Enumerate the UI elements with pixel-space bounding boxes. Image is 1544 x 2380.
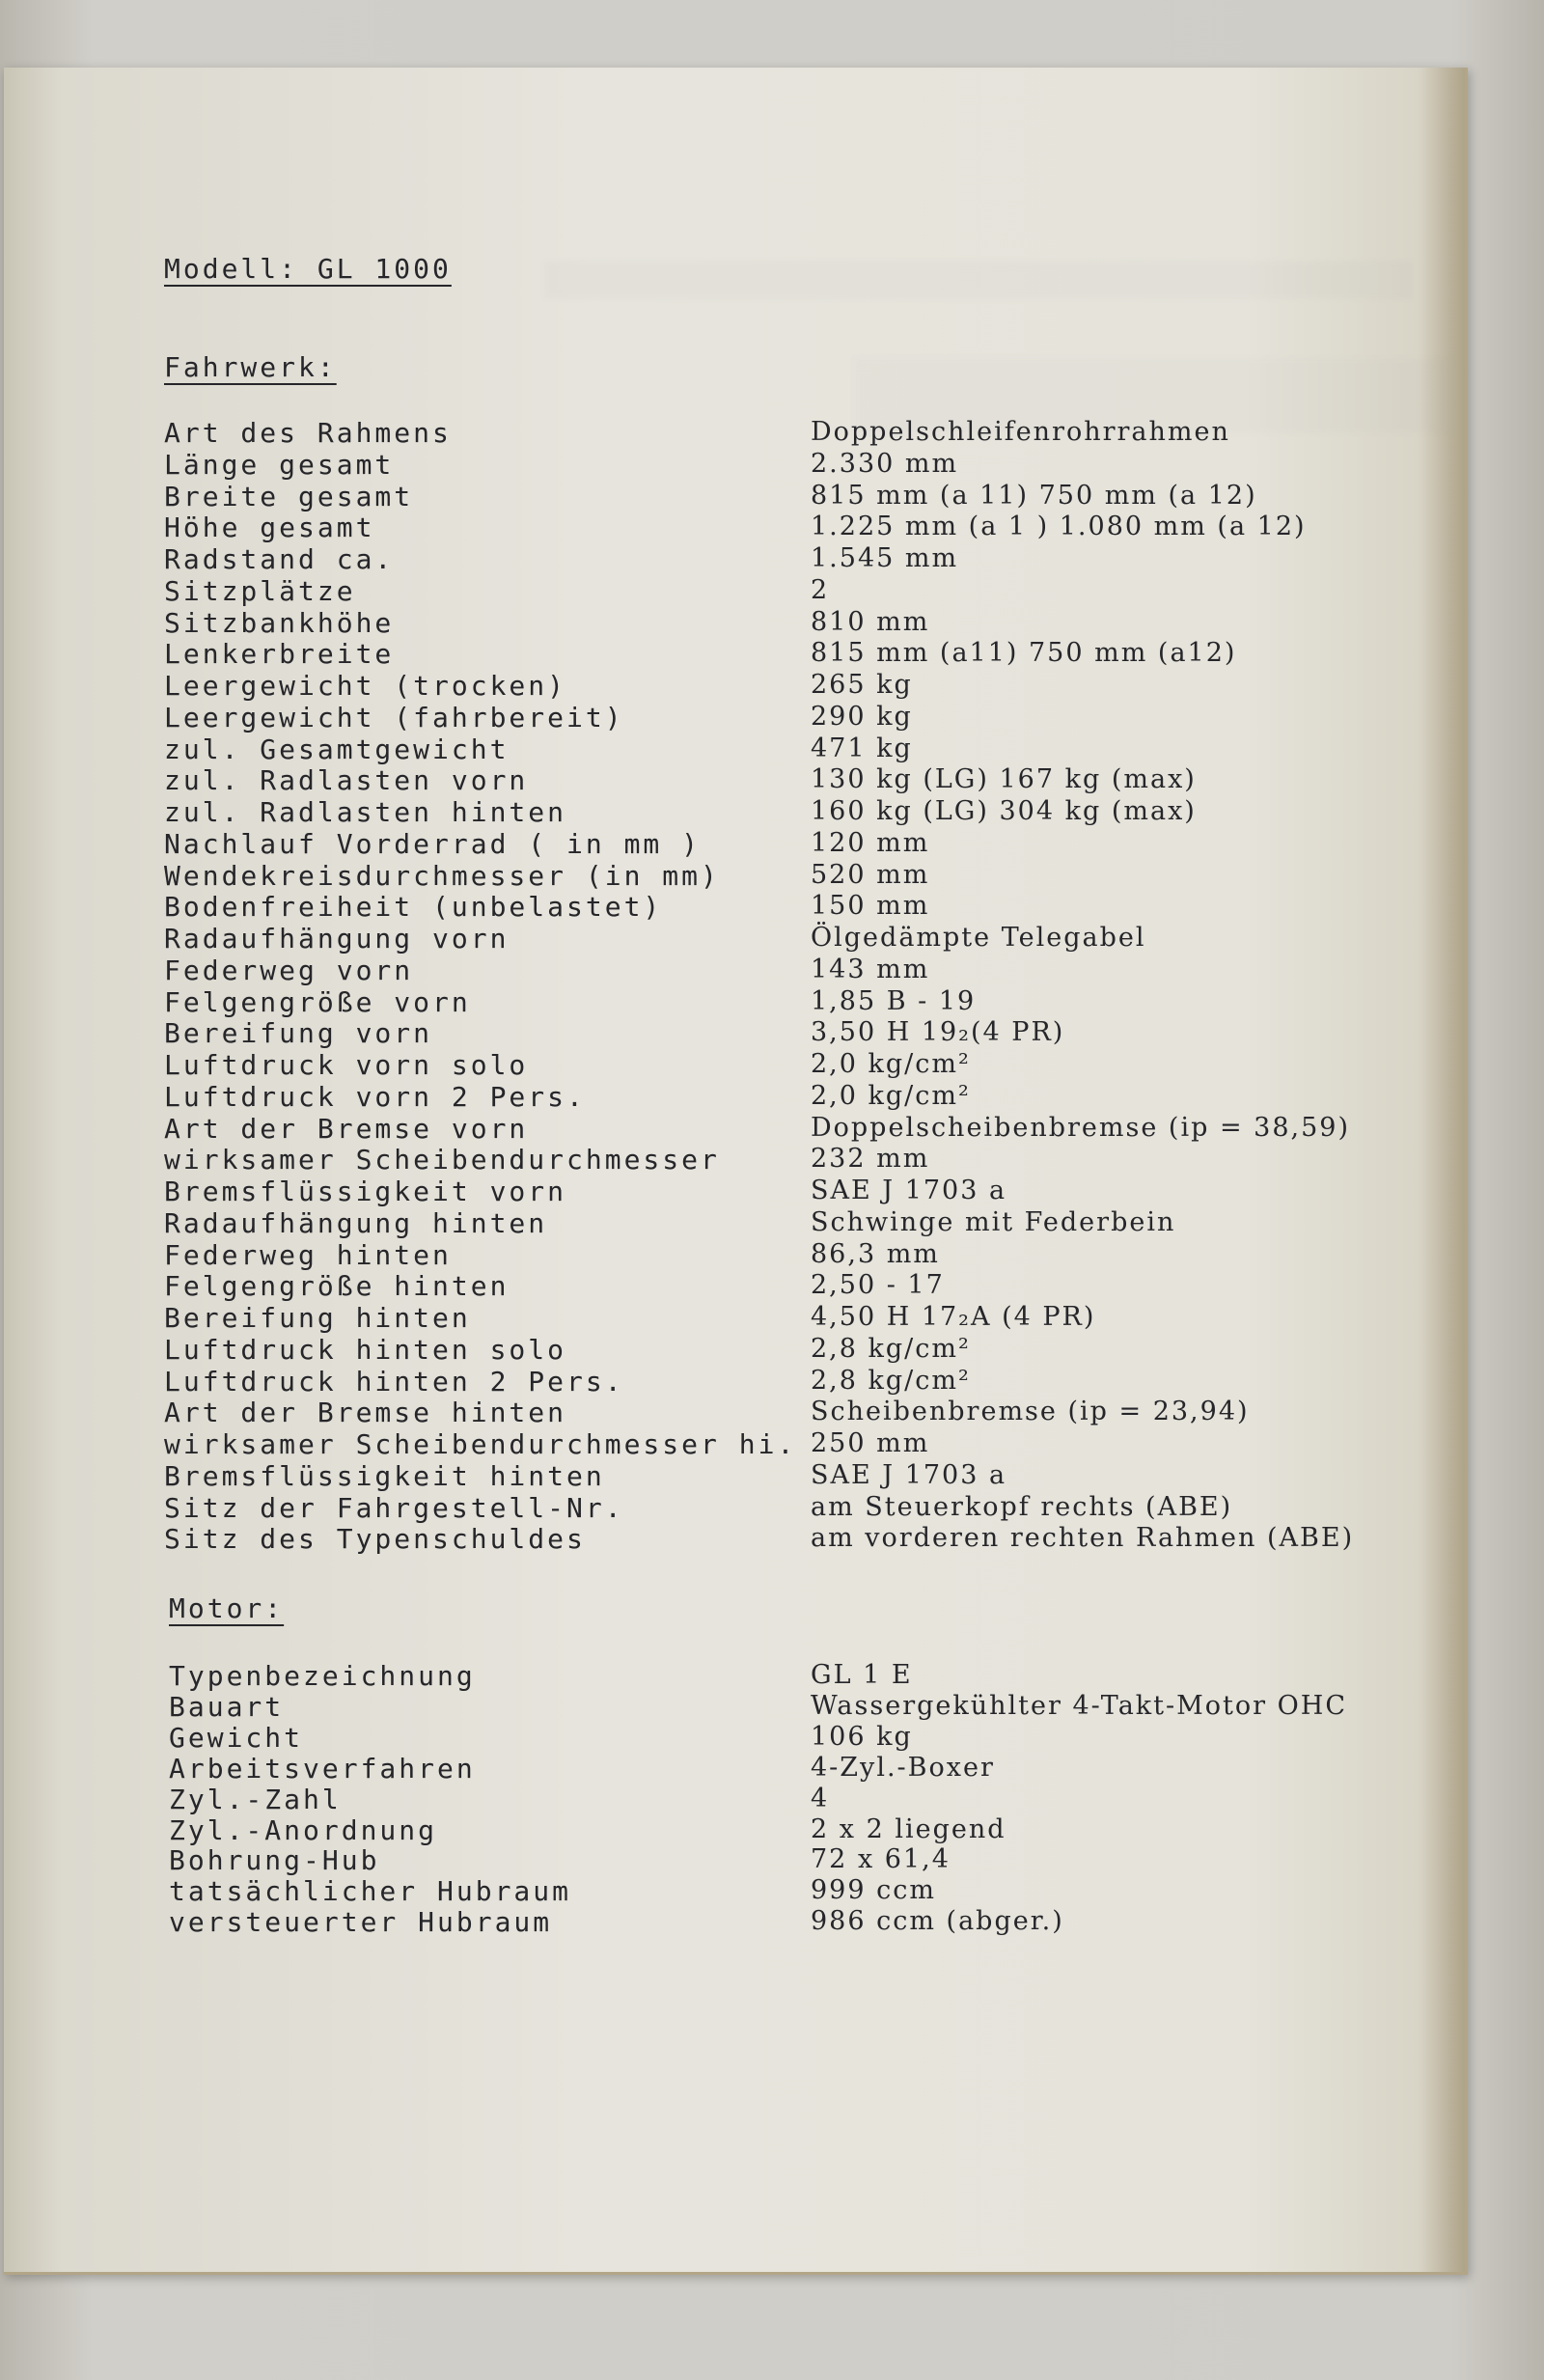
- spec-value: SAE J 1703 a: [811, 1176, 1007, 1205]
- spec-label: versteuerter Hubraum: [169, 1906, 553, 1939]
- spec-value: SAE J 1703 a: [811, 1459, 1007, 1490]
- spec-value: 250 mm: [811, 1428, 930, 1458]
- spec-value: 3,50 H 19₂(4 PR): [811, 1017, 1065, 1048]
- spec-value: 120 mm: [811, 827, 930, 858]
- spec-value: 2,8 kg/cm²: [811, 1333, 971, 1364]
- spec-label: Breite gesamt: [164, 480, 414, 512]
- spec-value: 4,50 H 17₂A (4 PR): [811, 1302, 1096, 1332]
- spec-label: Leergewicht (fahrbereit): [164, 701, 624, 733]
- spec-label: Luftdruck hinten solo: [164, 1333, 567, 1366]
- spec-value: 471 kg: [811, 733, 913, 763]
- page-title: Modell: GL 1000: [164, 253, 452, 285]
- spec-label: Typenbezeichnung: [169, 1660, 476, 1692]
- spec-value: 2 x 2 liegend: [811, 1813, 1006, 1844]
- spec-label: Höhe gesamt: [164, 512, 375, 544]
- spec-value: 232 mm: [811, 1144, 930, 1175]
- spec-label: Sitz der Fahrgestell-Nr.: [164, 1491, 624, 1524]
- spec-label: Felgengröße hinten: [164, 1270, 510, 1303]
- spec-label: Bereifung hinten: [164, 1302, 471, 1334]
- spec-value: 2,8 kg/cm²: [811, 1365, 971, 1396]
- spec-value: 130 kg (LG) 167 kg (max): [811, 764, 1197, 795]
- spec-label: Bremsflüssigkeit vorn: [164, 1176, 567, 1207]
- spec-value: 143 mm: [811, 954, 930, 984]
- spec-value: 2.330 mm: [811, 448, 959, 479]
- spec-value: GL 1 E: [811, 1660, 913, 1690]
- spec-label: Sitz des Typenschuldes: [164, 1523, 586, 1556]
- spec-label: Radstand ca.: [164, 543, 395, 575]
- spec-label: Bereifung vorn: [164, 1017, 433, 1050]
- spec-value: Schwinge mit Federbein: [811, 1206, 1176, 1237]
- section-heading-fahrwerk: Fahrwerk:: [164, 351, 337, 383]
- spec-label: Sitzplätze: [164, 574, 356, 607]
- spec-value: 2,0 kg/cm²: [811, 1080, 971, 1111]
- spec-label: Radaufhängung hinten: [164, 1206, 548, 1239]
- spec-value: 86,3 mm: [811, 1238, 940, 1269]
- spec-value: 810 mm: [811, 606, 930, 637]
- spec-label: Bohrung-Hub: [169, 1844, 380, 1877]
- spec-value: 4: [811, 1783, 830, 1813]
- spec-value: 4-Zyl.-Boxer: [811, 1752, 995, 1783]
- spec-value: 72 x 61,4: [811, 1844, 951, 1875]
- spec-label: Bremsflüssigkeit hinten: [164, 1459, 605, 1492]
- spec-label: Art der Bremse vorn: [164, 1112, 529, 1145]
- spec-label: Arbeitsverfahren: [169, 1752, 476, 1785]
- show-through-shadow: [544, 261, 1413, 299]
- spec-value: Scheibenbremse (ip = 23,94): [811, 1397, 1250, 1427]
- spec-label: zul. Radlasten vorn: [164, 764, 529, 797]
- spec-label: zul. Gesamtgewicht: [164, 733, 510, 765]
- spec-value: 1.545 mm: [811, 543, 959, 573]
- spec-label: wirksamer Scheibendurchmesser: [164, 1144, 720, 1176]
- spec-value: 520 mm: [811, 859, 930, 890]
- spec-value: 106 kg: [811, 1721, 913, 1752]
- spec-value: 2: [811, 574, 830, 605]
- spec-label: Federweg vorn: [164, 954, 414, 986]
- spec-label: Länge gesamt: [164, 448, 395, 481]
- spec-value: 160 kg (LG) 304 kg (max): [811, 796, 1197, 826]
- spec-value: am Steuerkopf rechts (ABE): [811, 1491, 1233, 1522]
- spec-value: 815 mm (a11) 750 mm (a12): [811, 638, 1237, 669]
- spec-value: 2,0 kg/cm²: [811, 1049, 971, 1079]
- spec-label: Luftdruck vorn 2 Pers.: [164, 1080, 586, 1113]
- spec-label: wirksamer Scheibendurchmesser hi.: [164, 1428, 797, 1460]
- spec-label: Bodenfreiheit (unbelastet): [164, 891, 663, 924]
- spec-label: Nachlauf Vorderrad ( in mm ): [164, 827, 702, 860]
- spec-value: Doppelschleifenrohrrahmen: [811, 417, 1230, 447]
- spec-label: Leergewicht (trocken): [164, 670, 567, 702]
- spec-label: Radaufhängung vorn: [164, 923, 510, 955]
- spec-value: 1,85 B - 19: [811, 985, 977, 1016]
- spec-label: Lenkerbreite: [164, 638, 395, 671]
- spec-label: zul. Radlasten hinten: [164, 796, 567, 828]
- spec-label: tatsächlicher Hubraum: [169, 1875, 572, 1908]
- spec-label: Bauart: [169, 1690, 285, 1723]
- spec-value: 999 ccm: [811, 1875, 936, 1906]
- spec-value: 815 mm (a 11) 750 mm (a 12): [811, 480, 1257, 511]
- spec-label: Sitzbankhöhe: [164, 606, 395, 639]
- spec-label: Art des Rahmens: [164, 417, 452, 449]
- spec-value: Ölgedämpte Telegabel: [811, 923, 1146, 953]
- spec-label: Federweg hinten: [164, 1238, 452, 1271]
- spec-value: Doppelscheibenbremse (ip = 38,59): [811, 1112, 1350, 1143]
- spec-label: Felgengröße vorn: [164, 985, 471, 1018]
- spec-value: 1.225 mm (a 1 ) 1.080 mm (a 12): [811, 512, 1307, 542]
- spec-value: 265 kg: [811, 670, 913, 700]
- spec-value: 986 ccm (abger.): [811, 1906, 1064, 1937]
- spec-value: 290 kg: [811, 701, 913, 732]
- spec-label: Zyl.-Zahl: [169, 1783, 342, 1815]
- spec-value: 2,50 - 17: [811, 1270, 945, 1301]
- spec-label: Luftdruck hinten 2 Pers.: [164, 1365, 624, 1398]
- spec-label: Zyl.-Anordnung: [169, 1813, 438, 1846]
- spec-label: Luftdruck vorn solo: [164, 1049, 529, 1081]
- spec-value: Wassergekühlter 4-Takt-Motor OHC: [811, 1690, 1347, 1721]
- spec-value: 150 mm: [811, 891, 930, 922]
- spec-value: am vorderen rechten Rahmen (ABE): [811, 1523, 1355, 1554]
- spec-label: Wendekreisdurchmesser (in mm): [164, 859, 720, 892]
- spec-label: Gewicht: [169, 1721, 304, 1754]
- spec-label: Art der Bremse hinten: [164, 1397, 567, 1429]
- section-heading-motor: Motor:: [169, 1592, 285, 1624]
